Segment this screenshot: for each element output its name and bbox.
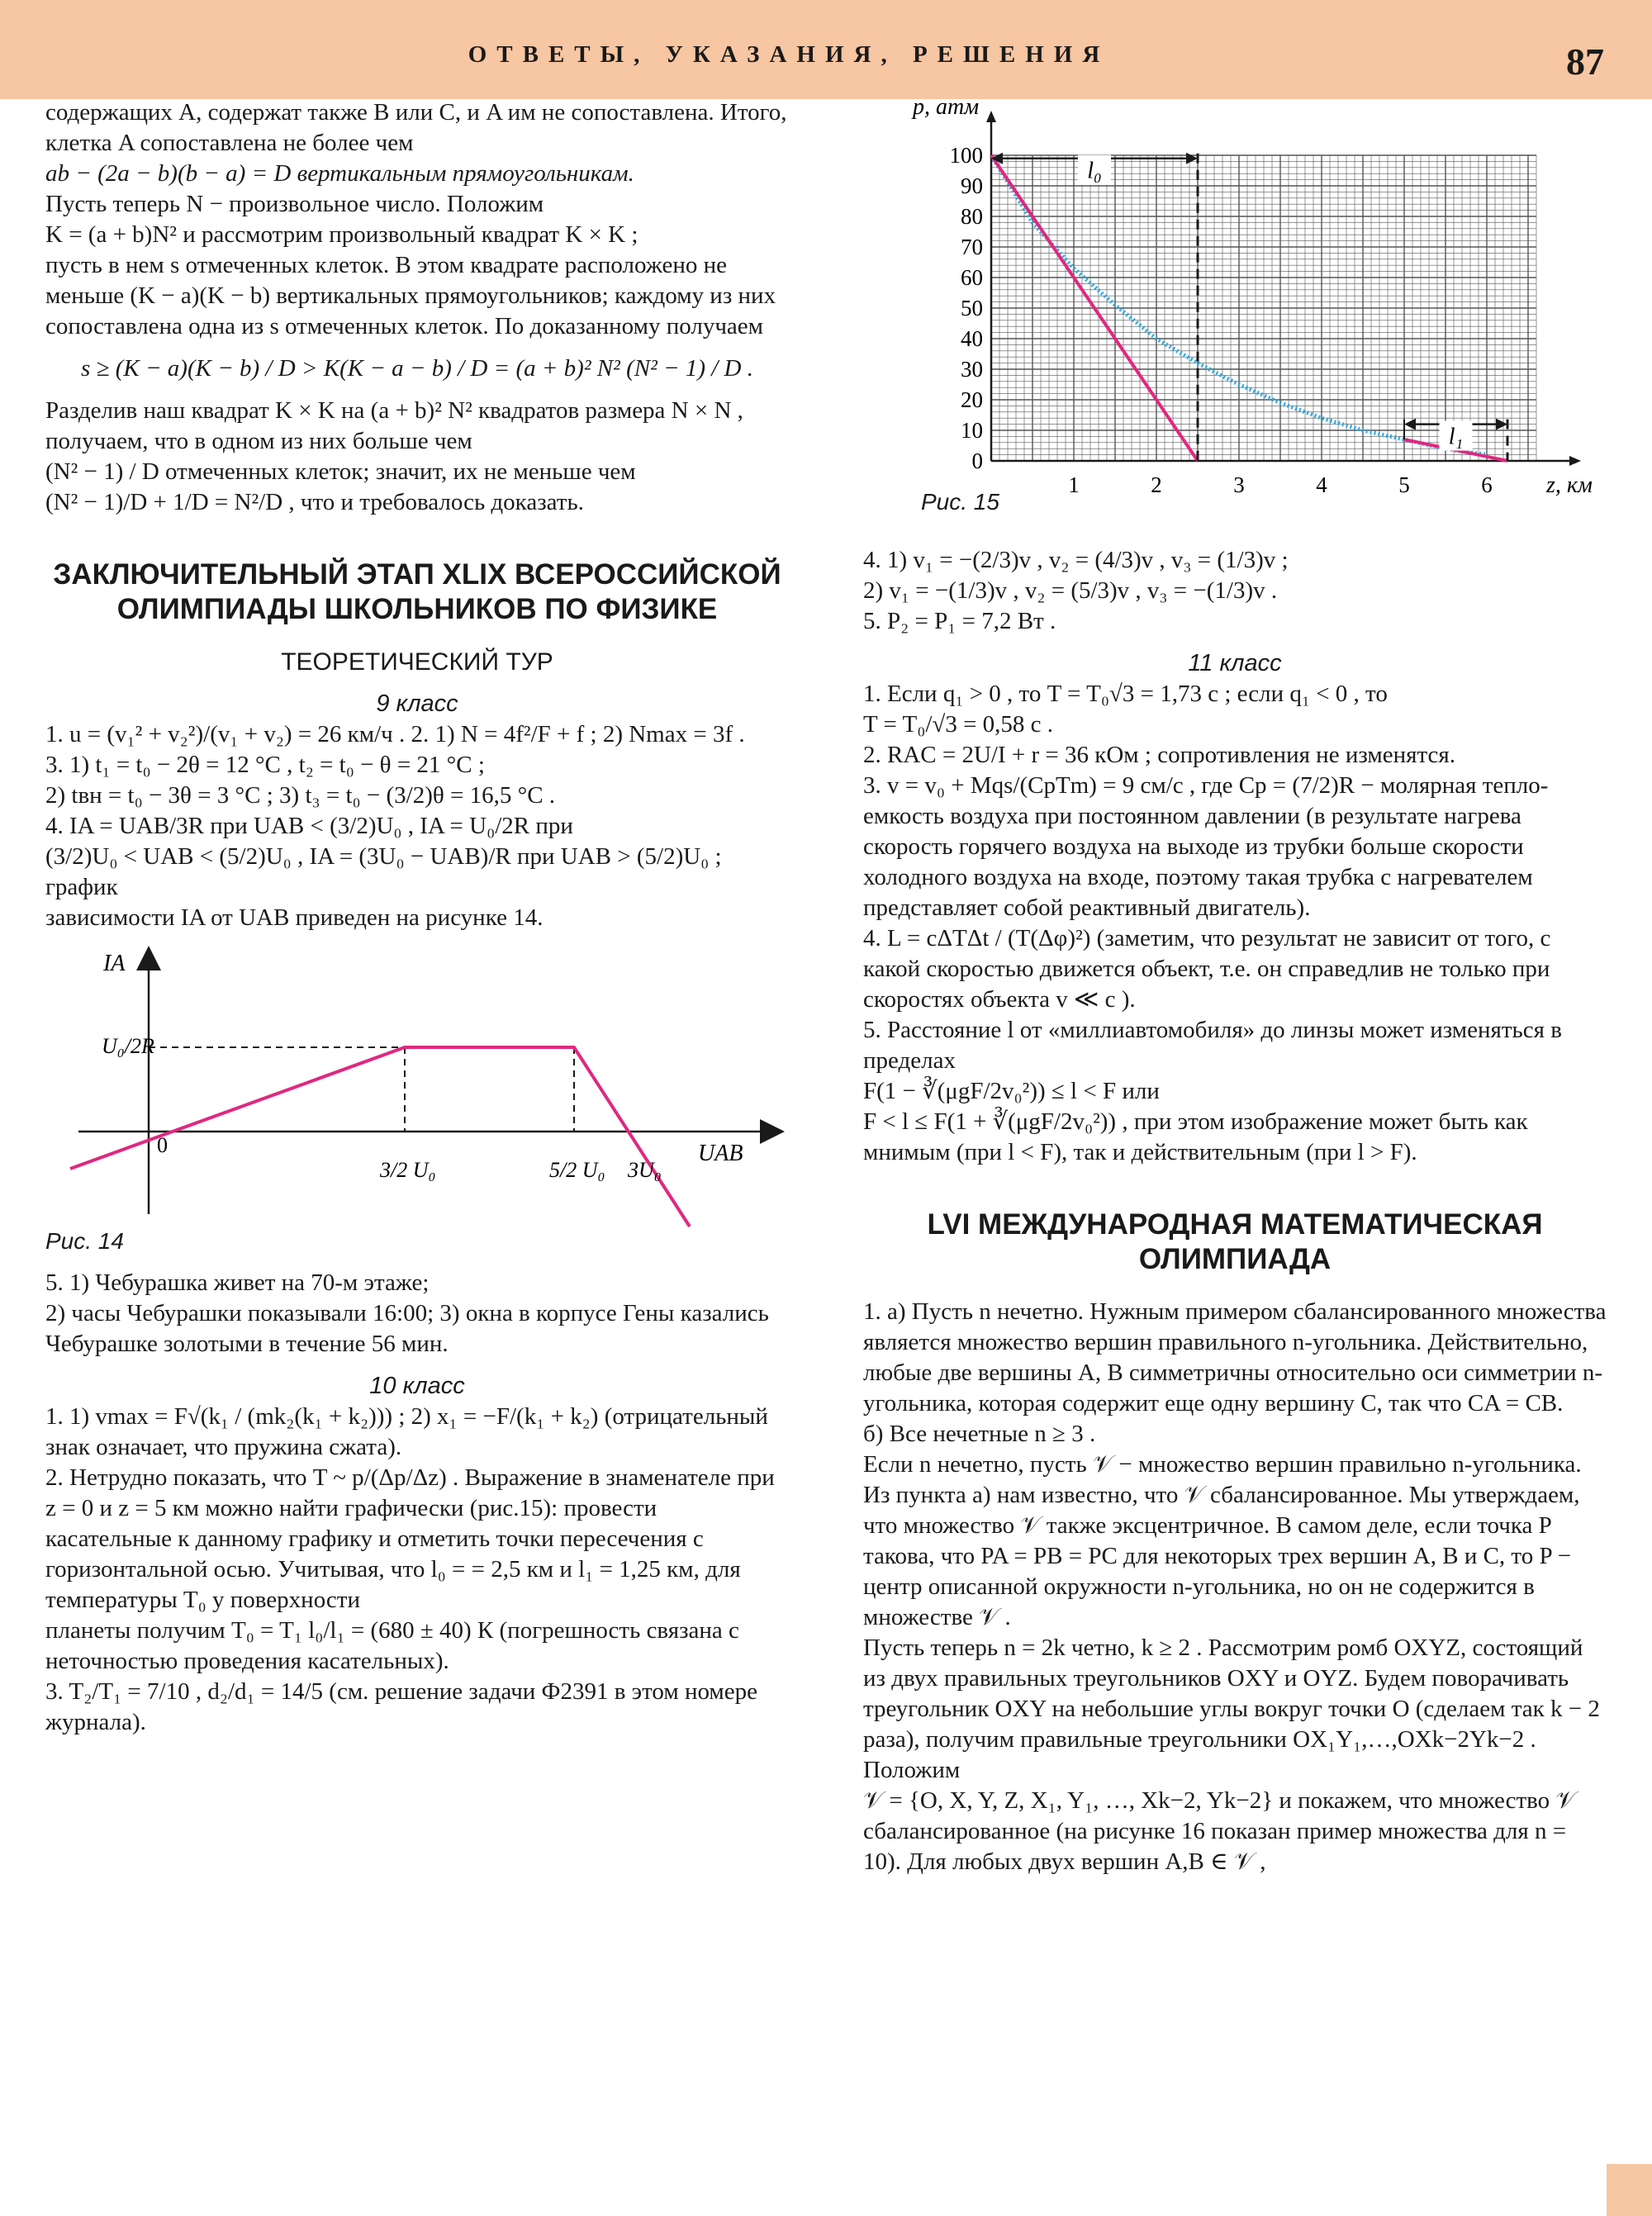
figure-14 xyxy=(45,942,789,1231)
subtitle: ТЕОРЕТИЧЕСКИЙ ТУР xyxy=(281,648,553,676)
paragraph: Разделив наш квадрат K × K на (a + b)² N² квадратов размера N × N , получаем, что в одном из них больше чем xyxy=(45,397,743,454)
answer: 3. 1) t₁ = t₀ − 2θ = 12 °C , t₂ = t₀ − θ = 21 °C ; xyxy=(45,752,485,778)
y-tick-label: 10 xyxy=(961,418,983,443)
y-label: IA xyxy=(103,951,126,976)
section-title: ОЛИМПИАДА xyxy=(1138,1243,1332,1275)
section-title: LVI МЕЖДУНАРОДНАЯ МАТЕМАТИЧЕСКАЯ xyxy=(927,1208,1543,1241)
section-title: ОЛИМПИАДЫ ШКОЛЬНИКОВ ПО ФИЗИКЕ xyxy=(116,593,718,625)
answer: 3. v = v₀ + Mqs/(CpTm) = 9 см/с , где Cp = (7/2)R − молярная тепло- xyxy=(863,772,1549,799)
y-tick-label: 70 xyxy=(961,235,983,259)
paragraph: (N² − 1) / D отмеченных клеток; значит, их не меньше чем xyxy=(45,458,636,485)
answer: 4. IA = UAB/3R при UAB < (3/2)U₀ , IA = U₀/2R при xyxy=(45,813,573,839)
y-tick-label: 80 xyxy=(961,204,983,229)
paragraph: Если n нечетно, пусть 𝒱 − множество вершин правильно n-угольника. Из пункта а) нам известно, что 𝒱 сбалансированное. Мы утверждаем, что множество 𝒱 также эксцентричное. В самом деле, если точка P такова, что PA = PB = PC для некоторых трех вершин A, B и C, то P − центр описанной окружности n-угольника, но он не содержится в множестве 𝒱 . xyxy=(863,1451,1582,1630)
y-tick-label: 50 xyxy=(961,296,983,320)
class-heading: 9 класс xyxy=(376,690,458,717)
answer: (3/2)U₀ < UAB < (5/2)U₀ , IA = (3U₀ − UAB)/R при UAB > (5/2)U₀ ; график xyxy=(45,843,722,900)
annotation-label: l₁ xyxy=(1448,424,1464,450)
x-tick-label: 1 xyxy=(1068,472,1080,497)
answer: 5. P₂ = P₁ = 7,2 Вт . xyxy=(863,608,1056,634)
paragraph: (N² − 1)/D + 1/D = N²/D , что и требовалось доказать. xyxy=(45,489,584,515)
y-tick-label: 60 xyxy=(961,265,983,290)
answer: 5. 1) Чебурашка живет на 70-м этаже; xyxy=(45,1269,430,1296)
paragraph: пусть в нем s отмеченных клеток. В этом квадрате расположено не меньше (K − a)(K − b) вертикальных прямоугольников; каждому из них сопоставлена одна из s отмеченных клеток. По доказанному получаем xyxy=(45,252,776,339)
left-column xyxy=(45,97,789,1738)
origin-label: 0 xyxy=(157,1133,168,1157)
answer: T = T₀/√3 = 0,58 с . xyxy=(863,711,1054,738)
figure-caption: Рис. 15 xyxy=(921,489,999,515)
x-tick-2: 5/2 U₀ xyxy=(549,1158,605,1182)
annotation-arrowhead xyxy=(1404,419,1416,430)
y-tick-label: 20 xyxy=(961,387,983,412)
y-tick-label: 90 xyxy=(961,173,983,198)
class-heading: 10 класс xyxy=(369,1373,465,1399)
x-tick-label: 2 xyxy=(1151,472,1162,497)
answer: емкость воздуха при постоянном давлении (в результате нагрева скорость горячего воздуха на выходе из трубки больше скорости холодного воздуха на входе, поэтому такая трубка с нагревателем представляет собой реактивный двигатель). xyxy=(863,803,1533,921)
class-heading: 11 класс xyxy=(1188,650,1282,676)
paragraph: б) Все нечетные n ≥ 3 . xyxy=(863,1421,1096,1447)
page-number: 87 xyxy=(1566,40,1604,83)
annotation-arrowhead xyxy=(1496,419,1507,430)
answer: зависимости IA от UAB приведен на рисунке 14. xyxy=(45,904,544,931)
answer: F < l ≤ F(1 + ∛(μgF/2v₀²)) , при этом изображение может быть как xyxy=(863,1108,1528,1135)
x-label: UAB xyxy=(698,1141,743,1166)
y-tick-label: 40 xyxy=(961,326,983,351)
answer: знак означает, что пружина сжата). xyxy=(45,1434,402,1460)
running-header: ОТВЕТЫ, УКАЗАНИЯ, РЕШЕНИЯ xyxy=(468,41,1110,68)
answer: планеты получим T₀ = T₁ l₀/l₁ = (680 ± 40) К (погрешность связана с неточностью проведения касательных). xyxy=(45,1617,739,1674)
answer: 1. 1) vmax = F√(k₁ / (mk₂(k₁ + k₂))) ; 2) x₁ = −F/(k₁ + k₂) (отрицательный xyxy=(45,1403,768,1430)
figure-caption: Рис. 14 xyxy=(45,1228,124,1254)
x-tick-label: 6 xyxy=(1481,472,1493,497)
x-tick-1: 3/2 U₀ xyxy=(380,1158,436,1182)
paragraph: Пусть теперь N − произвольное число. Положим xyxy=(45,191,544,217)
figure-15 xyxy=(863,91,1607,541)
x-tick-label: 4 xyxy=(1316,472,1327,497)
answer: 2) v₁ = −(1/3)v , v₂ = (5/3)v , v₃ = −(1/3)v . xyxy=(863,577,1278,604)
y-axis-label: p, атм xyxy=(913,94,980,120)
inequality: s ≥ (K − a)(K − b) / D > K(K − a − b) / D = (a + b)² N² (N² − 1) / D . xyxy=(81,355,753,382)
answer: мнимым (при l < F), так и действительным (при l > F). xyxy=(863,1139,1417,1165)
y-axis-arrow xyxy=(986,111,996,122)
answer: 3. T₂/T₁ = 7/10 , d₂/d₁ = 14/5 (см. решение задачи Ф2391 в этом номере журнала). xyxy=(45,1678,757,1735)
y-tick: U₀/2R xyxy=(102,1034,154,1058)
answer: 1. u = (v₁² + v₂²)/(v₁ + v₂) = 26 км/ч . 2. 1) N = 4f²/F + f ; 2) Nmax = 3f . xyxy=(45,721,745,747)
x-tick-3: 3U₀ xyxy=(628,1158,662,1182)
answer: 4. L = cΔTΔt / (T(Δφ)²) (заметим, что результат не зависит от того, с какой скоростью движется объект, т.е. он справедлив не только при скоростях объекта v ≪ c ). xyxy=(863,925,1551,1013)
answer: 2. RAC = 2U/I + r = 36 кОм ; сопротивления не изменятся. xyxy=(863,742,1455,768)
annotation-label: l₀ xyxy=(1087,158,1102,184)
right-column xyxy=(863,545,1607,1877)
x-tick-label: 3 xyxy=(1233,472,1245,497)
paragraph: Пусть теперь n = 2k четно, k ≥ 2 . Рассмотрим ромб OXYZ, состоящий из двух правильных треугольников OXY и OYZ. Будем поворачивать треугольник OXY на небольшие углы вокруг точки O (сделаем так k − 2 раза), получим правильные треугольники OX₁Y₁,…,OXk−2Yk−2 . Положим xyxy=(863,1635,1600,1783)
formula-line: K = (a + b)N² и рассмотрим произвольный квадрат K × K ; xyxy=(45,221,638,248)
paragraph: 𝒱 = {O, X, Y, Z, X₁, Y₁, …, Xk−2, Yk−2} и покажем, что множество 𝒱 сбалансированное (на рисунке 16 показан пример множества для n = 10). Для любых двух вершин A,B ∈ 𝒱 , xyxy=(863,1787,1576,1875)
answer: 2) часы Чебурашки показывали 16:00; 3) окна в корпусе Гены казались Чебурашке золотыми в течение 56 мин. xyxy=(45,1300,769,1357)
answer: F(1 − ∛(μgF/2v₀²)) ≤ l < F или xyxy=(863,1078,1160,1104)
section-title: ЗАКЛЮЧИТЕЛЬНЫЙ ЭТАП XLIX ВСЕРОССИЙСКОЙ xyxy=(53,558,781,591)
answer: 5. Расстояние l от «миллиавтомобиля» до линзы может изменяться в пределах xyxy=(863,1017,1562,1074)
paragraph: содержащих A, содержат также B или C, и A им не сопоставлена. Итого, клетка A сопоставлена не более чем xyxy=(45,99,787,156)
paragraph: 1. а) Пусть n нечетно. Нужным примером сбалансированного множества является множество вершин правильного n-угольника. Действительно, любые две вершины A, B симметричны относительно оси симметрии n-угольника, которая содержит еще одну вершину C, так что CA = CB. xyxy=(863,1298,1607,1416)
x-tick-label: 5 xyxy=(1398,472,1410,497)
y-tick-label: 30 xyxy=(961,357,983,382)
y-tick-label: 100 xyxy=(949,143,983,168)
page-edge-marker xyxy=(1607,2164,1652,2216)
answer: 1. Если q₁ > 0 , то T = T₀√3 = 1,73 с ; если q₁ < 0 , то xyxy=(863,681,1388,707)
answer: 4. 1) v₁ = −(2/3)v , v₂ = (4/3)v , v₃ = (1/3)v ; xyxy=(863,547,1289,573)
x-axis-label: z, км xyxy=(1546,472,1593,498)
annotation-arrowhead xyxy=(1186,153,1198,164)
y-tick-label: 0 xyxy=(971,448,983,473)
answer: 2) tвн = t₀ − 3θ = 3 °C ; 3) t₃ = t₀ − (3/2)θ = 16,5 °C . xyxy=(45,782,556,809)
answer: 2. Нетрудно показать, что T ~ p/(Δp/Δz) . Выражение в знаменателе при z = 0 и z = 5 км можно найти графически (рис.15): провести касательные к данному графику и отметить точки пересечения с горизонтальной осью. Учитывая, что l₀ = = 2,5 км и l₁ = 1,25 км, для температуры T₀ у поверхности xyxy=(45,1464,775,1613)
formula-line: ab − (2a − b)(b − a) = D вертикальным прямоугольникам. xyxy=(45,160,634,187)
x-axis-arrow xyxy=(1569,456,1581,466)
